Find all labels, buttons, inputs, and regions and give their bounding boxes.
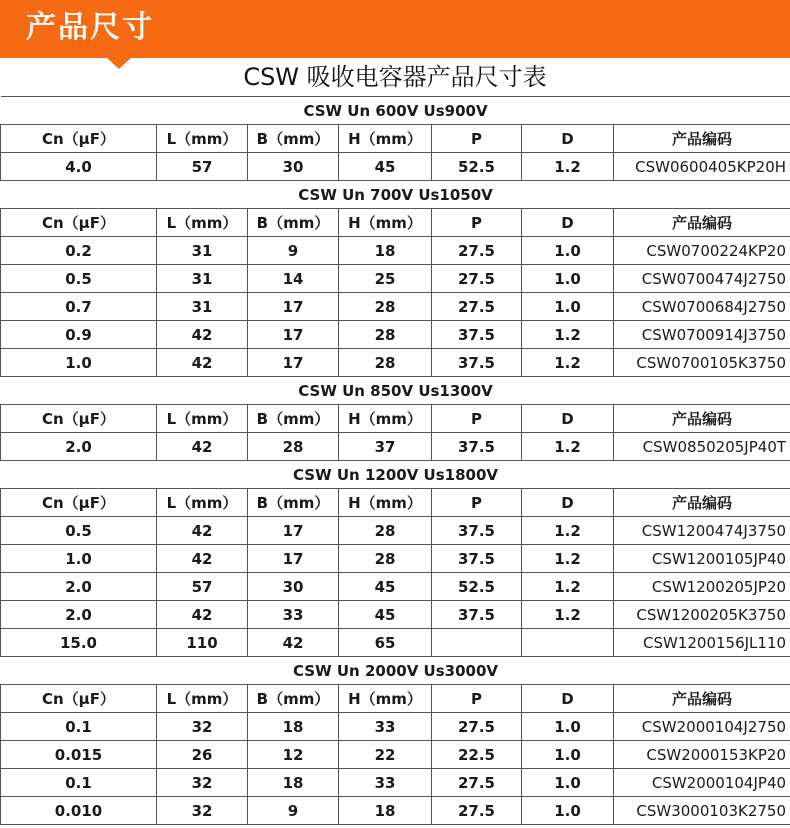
table-cell: 27.5 (432, 293, 522, 321)
table-cell: 27.5 (432, 265, 522, 293)
table-cell: 42 (157, 601, 248, 629)
table-cell: 1.2 (522, 573, 614, 601)
product-code-cell: CSW0600405KP20H (614, 153, 790, 181)
column-header: B（mm） (248, 405, 339, 433)
table-row (1, 629, 790, 657)
column-header: H（mm） (339, 405, 432, 433)
table-row (1, 265, 790, 293)
column-header: B（mm） (248, 489, 339, 517)
table-cell: 37.5 (432, 517, 522, 545)
table-cell: 9 (248, 237, 339, 265)
product-code-cell: CSW3000103K2750 (614, 797, 790, 825)
table-cell: 17 (248, 517, 339, 545)
table-row (1, 601, 790, 629)
table-row (1, 741, 790, 769)
table-cell: 22.5 (432, 741, 522, 769)
table-cell: 31 (157, 293, 248, 321)
table-cell: 45 (339, 153, 432, 181)
table-cell: 27.5 (432, 797, 522, 825)
table-row (1, 433, 790, 461)
table-cell: 32 (157, 713, 248, 741)
table-cell: 28 (339, 349, 432, 377)
product-code-cell: CSW0700474J2750 (614, 265, 790, 293)
product-code-cell: CSW1200474J3750 (614, 517, 790, 545)
table-row (1, 769, 790, 797)
table-cell: 17 (248, 321, 339, 349)
table-cell: 1.0 (522, 293, 614, 321)
table-cell: 33 (339, 769, 432, 797)
table-cell: 52.5 (432, 153, 522, 181)
column-header: P (432, 405, 522, 433)
table-cell: 1.0 (1, 349, 157, 377)
table-cell: 1.2 (522, 601, 614, 629)
product-code-cell: CSW0850205JP40T (614, 433, 790, 461)
column-header: H（mm） (339, 125, 432, 153)
table-cell: 32 (157, 797, 248, 825)
column-header: L（mm） (157, 125, 248, 153)
table-cell: 57 (157, 573, 248, 601)
table-cell: 31 (157, 265, 248, 293)
table-cell: 1.0 (522, 769, 614, 797)
table-cell (432, 629, 522, 657)
column-header: H（mm） (339, 489, 432, 517)
table-cell: 0.1 (1, 713, 157, 741)
table-cell: 1.0 (522, 797, 614, 825)
column-header: P (432, 209, 522, 237)
table-row (1, 153, 790, 181)
column-header: L（mm） (157, 209, 248, 237)
table-cell: 37.5 (432, 321, 522, 349)
table-cell: 1.2 (522, 349, 614, 377)
table-cell: 0.010 (1, 797, 157, 825)
column-header: D (522, 685, 614, 713)
table-cell: 22 (339, 741, 432, 769)
table-cell: 33 (339, 713, 432, 741)
column-header: Cn（μF） (1, 405, 157, 433)
product-code-cell: CSW1200105JP40 (614, 545, 790, 573)
table-cell: 1.2 (522, 153, 614, 181)
header-row (1, 685, 790, 713)
column-header: 产品编码 (614, 209, 790, 237)
column-header: H（mm） (339, 685, 432, 713)
column-header: H（mm） (339, 209, 432, 237)
table-cell: 28 (339, 545, 432, 573)
table-row (1, 573, 790, 601)
column-header: D (522, 405, 614, 433)
table-cell: 0.1 (1, 769, 157, 797)
column-header: Cn（μF） (1, 489, 157, 517)
section-title: CSW Un 850V Us1300V (1, 377, 790, 405)
column-header: Cn（μF） (1, 125, 157, 153)
table-cell: 2.0 (1, 573, 157, 601)
column-header: D (522, 209, 614, 237)
table-cell: 4.0 (1, 153, 157, 181)
product-code-cell: CSW1200156JL110 (614, 629, 790, 657)
header-row (1, 489, 790, 517)
table-cell: 25 (339, 265, 432, 293)
table-cell: 27.5 (432, 769, 522, 797)
section-title: CSW Un 600V Us900V (1, 97, 790, 125)
product-code-cell: CSW1200205JP20 (614, 573, 790, 601)
section-title-row (1, 377, 790, 405)
table-cell: 42 (157, 321, 248, 349)
section-title-row (1, 97, 790, 125)
table-cell: 31 (157, 237, 248, 265)
column-header: D (522, 125, 614, 153)
product-code-cell: CSW0700105K3750 (614, 349, 790, 377)
table-cell: 0.2 (1, 237, 157, 265)
table-cell: 27.5 (432, 237, 522, 265)
table-cell: 45 (339, 573, 432, 601)
section-title-row (1, 181, 790, 209)
section-banner (0, 0, 790, 58)
table-row (1, 349, 790, 377)
header-row (1, 209, 790, 237)
table-cell: 37.5 (432, 545, 522, 573)
table-cell: 0.7 (1, 293, 157, 321)
table-cell: 28 (339, 517, 432, 545)
column-header: 产品编码 (614, 405, 790, 433)
column-header: P (432, 685, 522, 713)
column-header: L（mm） (157, 405, 248, 433)
column-header: B（mm） (248, 685, 339, 713)
table-row (1, 293, 790, 321)
table-cell: 42 (157, 545, 248, 573)
table-cell: 1.0 (522, 265, 614, 293)
table-cell: 1.2 (522, 517, 614, 545)
table-row (1, 545, 790, 573)
table-cell: 45 (339, 601, 432, 629)
product-code-cell: CSW2000104JP40 (614, 769, 790, 797)
table-cell: 1.0 (522, 713, 614, 741)
table-cell: 33 (248, 601, 339, 629)
column-header: B（mm） (248, 209, 339, 237)
table-cell: 37 (339, 433, 432, 461)
table-cell: 17 (248, 545, 339, 573)
table-cell: 1.2 (522, 321, 614, 349)
table-cell: 42 (157, 517, 248, 545)
dimension-table-container (0, 96, 790, 825)
table-row (1, 713, 790, 741)
product-code-cell: CSW1200205K3750 (614, 601, 790, 629)
product-code-cell: CSW0700224KP20 (614, 237, 790, 265)
table-body (1, 97, 790, 825)
column-header: B（mm） (248, 125, 339, 153)
column-header: Cn（μF） (1, 209, 157, 237)
column-header: 产品编码 (614, 125, 790, 153)
table-cell: 42 (157, 349, 248, 377)
table-row (1, 517, 790, 545)
table-cell: 0.9 (1, 321, 157, 349)
section-title: CSW Un 700V Us1050V (1, 181, 790, 209)
table-cell: 110 (157, 629, 248, 657)
table-cell: 1.0 (1, 545, 157, 573)
dimension-table (0, 96, 790, 825)
table-cell: 30 (248, 573, 339, 601)
table-cell: 17 (248, 349, 339, 377)
product-code-cell: CSW2000153KP20 (614, 741, 790, 769)
table-cell: 37.5 (432, 433, 522, 461)
table-cell: 37.5 (432, 601, 522, 629)
table-cell: 2.0 (1, 433, 157, 461)
column-header: L（mm） (157, 685, 248, 713)
product-code-cell: CSW0700684J2750 (614, 293, 790, 321)
column-header: D (522, 489, 614, 517)
page-title: CSW 吸收电容器产品尺寸表 (243, 63, 547, 91)
section-title-row (1, 657, 790, 685)
table-cell: 28 (339, 321, 432, 349)
table-cell: 26 (157, 741, 248, 769)
table-row (1, 237, 790, 265)
table-cell: 1.2 (522, 433, 614, 461)
table-row (1, 321, 790, 349)
product-code-cell: CSW2000104J2750 (614, 713, 790, 741)
column-header: 产品编码 (614, 489, 790, 517)
table-cell: 0.5 (1, 517, 157, 545)
table-cell: 2.0 (1, 601, 157, 629)
table-cell: 52.5 (432, 573, 522, 601)
table-cell: 28 (248, 433, 339, 461)
table-cell: 0.5 (1, 265, 157, 293)
table-row (1, 797, 790, 825)
section-title: CSW Un 1200V Us1800V (1, 461, 790, 489)
header-row (1, 125, 790, 153)
table-cell: 1.0 (522, 741, 614, 769)
section-title: CSW Un 2000V Us3000V (1, 657, 790, 685)
column-header: P (432, 125, 522, 153)
table-cell: 14 (248, 265, 339, 293)
table-cell: 65 (339, 629, 432, 657)
table-cell: 32 (157, 769, 248, 797)
table-cell: 18 (339, 797, 432, 825)
table-cell: 17 (248, 293, 339, 321)
table-cell (522, 629, 614, 657)
table-cell: 42 (157, 433, 248, 461)
table-cell: 18 (339, 237, 432, 265)
column-header: P (432, 489, 522, 517)
table-cell: 28 (339, 293, 432, 321)
table-cell: 9 (248, 797, 339, 825)
table-cell: 18 (248, 769, 339, 797)
section-title-row (1, 461, 790, 489)
column-header: Cn（μF） (1, 685, 157, 713)
table-cell: 15.0 (1, 629, 157, 657)
column-header: L（mm） (157, 489, 248, 517)
table-cell: 12 (248, 741, 339, 769)
banner-title: 产品尺寸 (26, 10, 154, 45)
column-header: 产品编码 (614, 685, 790, 713)
table-cell: 1.2 (522, 545, 614, 573)
table-cell: 57 (157, 153, 248, 181)
table-cell: 37.5 (432, 349, 522, 377)
table-cell: 30 (248, 153, 339, 181)
table-cell: 42 (248, 629, 339, 657)
table-cell: 1.0 (522, 237, 614, 265)
product-code-cell: CSW0700914J3750 (614, 321, 790, 349)
header-row (1, 405, 790, 433)
table-cell: 18 (248, 713, 339, 741)
table-cell: 0.015 (1, 741, 157, 769)
table-cell: 27.5 (432, 713, 522, 741)
